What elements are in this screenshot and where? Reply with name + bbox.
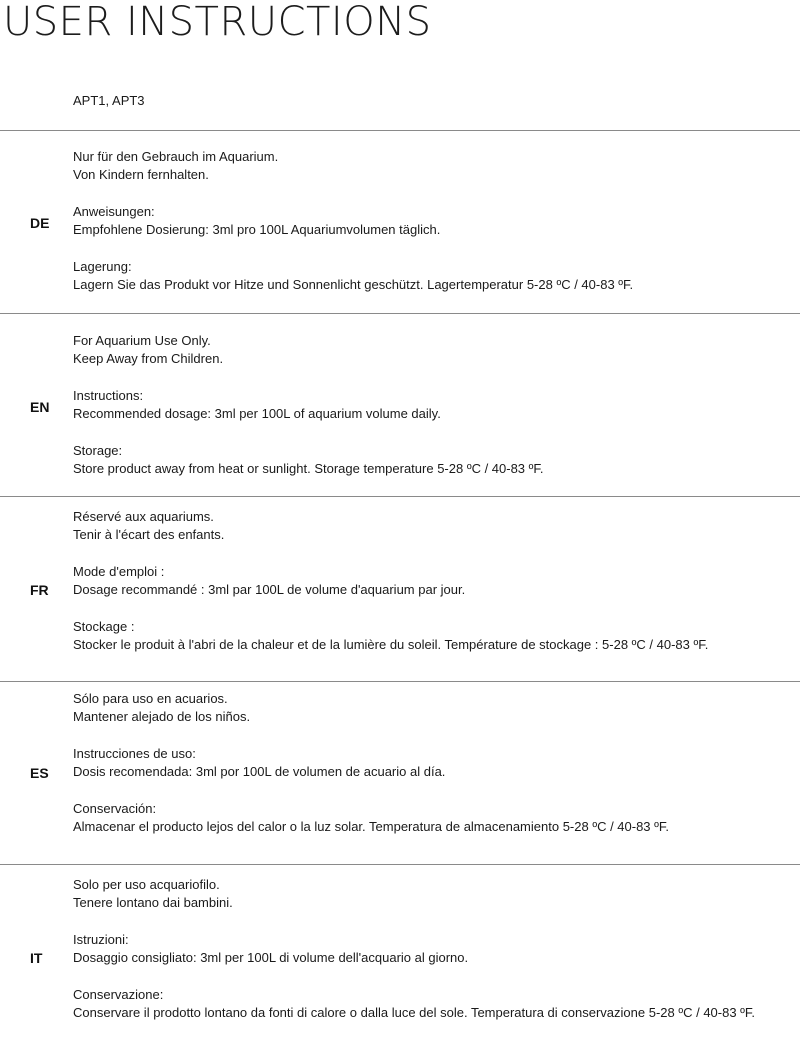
instructions-heading: Istruzioni: (73, 932, 129, 947)
section-divider (0, 496, 800, 497)
warning-block (73, 332, 783, 368)
storage-heading: Storage: (73, 443, 123, 458)
storage-heading: Stockage : (73, 619, 135, 634)
section-body (73, 148, 783, 294)
instructions-block (73, 563, 783, 599)
section-body (73, 508, 783, 654)
instructions-block (73, 387, 783, 423)
instructions-text: Dosage recommandé : 3ml par 100L de volume d'aquarium par jour. (73, 582, 466, 597)
language-code: DE (30, 215, 50, 231)
section-divider (0, 130, 800, 131)
section-divider (0, 681, 800, 682)
instructions-heading: Instrucciones de uso: (73, 746, 196, 761)
warning-block (73, 876, 783, 912)
instructions-heading: Instructions: (73, 388, 144, 403)
instructions-heading: Anweisungen: (73, 204, 155, 219)
section-divider (0, 864, 800, 865)
warning-line: Sólo para uso en acuarios. (73, 691, 228, 706)
storage-heading: Lagerung: (73, 259, 132, 274)
storage-heading: Conservación: (73, 801, 157, 816)
warning-block (73, 508, 783, 544)
warning-line: Tenir à l'écart des enfants. (73, 527, 225, 542)
model-numbers: APT1, APT3 (73, 93, 145, 108)
storage-text: Stocker le produit à l'abri de la chaleur et de la lumière du soleil. Température de stockage : 5-28 ºC / 40-83 ºF. (73, 637, 709, 652)
page-title: USER INSTRUCTIONS (3, 0, 432, 45)
section-body (73, 876, 783, 1022)
warning-line: Nur für den Gebrauch im Aquarium. (73, 149, 279, 164)
storage-heading: Conservazione: (73, 987, 164, 1002)
warning-line: Réservé aux aquariums. (73, 509, 214, 524)
warning-block (73, 690, 783, 726)
instructions-text: Dosaggio consigliato: 3ml per 100L di volume dell'acquario al giorno. (73, 950, 469, 965)
section-divider (0, 313, 800, 314)
warning-line: Tenere lontano dai bambini. (73, 895, 233, 910)
storage-block (73, 442, 783, 478)
storage-block (73, 618, 783, 654)
section-body (73, 690, 783, 836)
warning-block (73, 148, 783, 184)
language-code: EN (30, 399, 50, 415)
language-code: IT (30, 950, 43, 966)
warning-line: Solo per uso acquariofilo. (73, 877, 220, 892)
language-code: ES (30, 765, 49, 781)
instructions-text: Dosis recomendada: 3ml por 100L de volumen de acuario al día. (73, 764, 446, 779)
warning-line: Mantener alejado de los niños. (73, 709, 251, 724)
warning-line: Keep Away from Children. (73, 351, 224, 366)
warning-line: Von Kindern fernhalten. (73, 167, 209, 182)
storage-text: Store product away from heat or sunlight. Storage temperature 5-28 ºC / 40-83 ºF. (73, 461, 544, 476)
storage-block (73, 258, 783, 294)
instructions-text: Recommended dosage: 3ml per 100L of aquarium volume daily. (73, 406, 441, 421)
instructions-heading: Mode d'emploi : (73, 564, 165, 579)
instructions-block (73, 203, 783, 239)
storage-block (73, 800, 783, 836)
warning-line: For Aquarium Use Only. (73, 333, 211, 348)
storage-text: Conservare il prodotto lontano da fonti di calore o dalla luce del sole. Temperatura di conservazione 5-28 ºC / 40-83 ºF. (73, 1005, 756, 1020)
section-body (73, 332, 783, 478)
storage-block (73, 986, 783, 1022)
instructions-block (73, 931, 783, 967)
language-code: FR (30, 582, 49, 598)
instructions-text: Empfohlene Dosierung: 3ml pro 100L Aquariumvolumen täglich. (73, 222, 441, 237)
instructions-block (73, 745, 783, 781)
storage-text: Lagern Sie das Produkt vor Hitze und Sonnenlicht geschützt. Lagertemperatur 5-28 ºC / 40-83 ºF. (73, 277, 634, 292)
storage-text: Almacenar el producto lejos del calor o la luz solar. Temperatura de almacenamiento 5-28 ºC / 40-83 ºF. (73, 819, 670, 834)
